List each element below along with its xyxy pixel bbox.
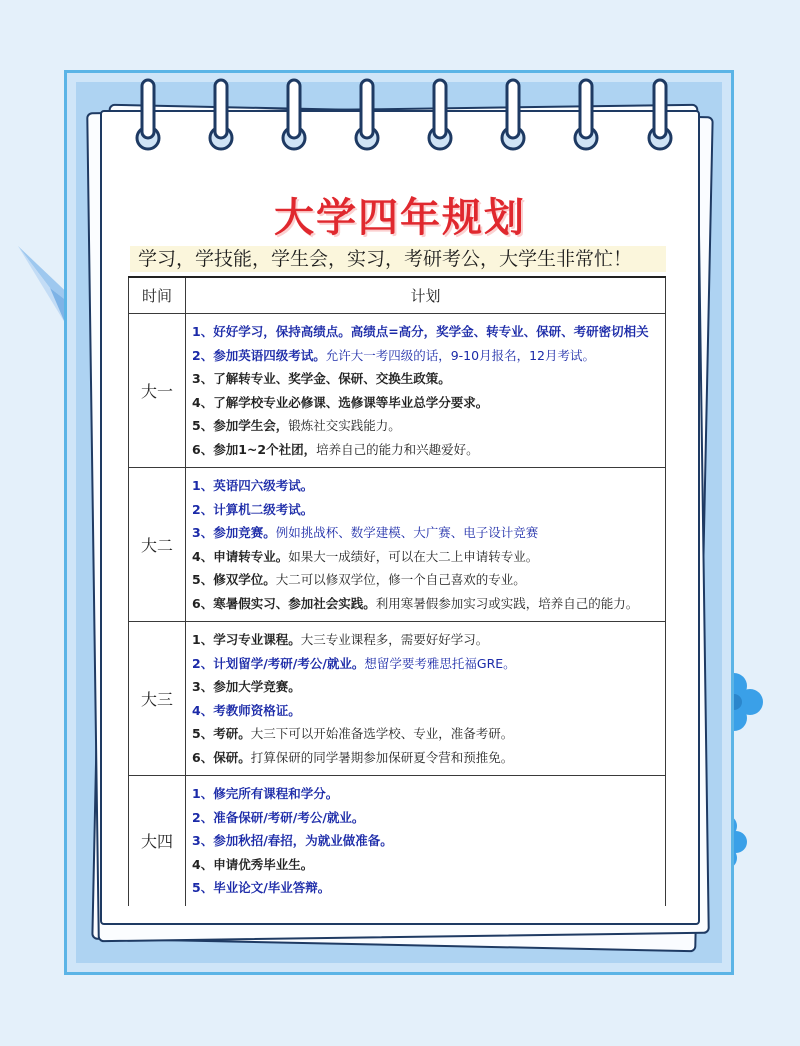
item-heading: 申请优秀毕业生。 bbox=[213, 856, 314, 872]
plan-item bbox=[192, 545, 665, 569]
item-heading: 保研。 bbox=[213, 749, 251, 765]
item-heading: 考教师资格证。 bbox=[213, 702, 301, 718]
table-row bbox=[129, 468, 666, 622]
item-heading: 好好学习，保持高绩点。高绩点=高分，奖学金、转专业、保研、考研密切相关 bbox=[213, 324, 649, 339]
table-body bbox=[129, 314, 666, 906]
item-heading: 计划留学/考研/考公/就业。 bbox=[213, 655, 365, 671]
year-cell: 大三 bbox=[129, 622, 186, 776]
plan-item bbox=[192, 344, 665, 368]
item-number: 6、 bbox=[192, 749, 214, 765]
item-detail: 大三专业课程多，需要好好学习。 bbox=[300, 632, 489, 647]
item-detail: 大三下可以开始准备选学校、专业，准备考研。 bbox=[250, 726, 514, 741]
item-number: 4、 bbox=[192, 856, 214, 872]
item-number: 2、 bbox=[192, 501, 214, 517]
item-heading: 计算机二级考试。 bbox=[213, 501, 314, 517]
plan-item bbox=[192, 829, 665, 853]
plan-item bbox=[192, 474, 665, 498]
year-cell: 大二 bbox=[129, 468, 186, 622]
item-heading: 参加秋招/春招，为就业做准备。 bbox=[213, 833, 393, 848]
item-heading: 学习专业课程。 bbox=[213, 632, 301, 647]
item-heading: 了解转专业、奖学金、保研、交换生政策。 bbox=[213, 371, 451, 386]
item-number: 3、 bbox=[192, 679, 214, 694]
item-detail: 利用寒暑假参加实习或实践，培养自己的能力。 bbox=[375, 595, 639, 611]
item-number: 5、 bbox=[192, 726, 214, 741]
plan-item bbox=[192, 391, 665, 415]
plan-item bbox=[192, 652, 665, 676]
item-heading: 寒暑假实习、参加社会实践。 bbox=[213, 595, 376, 611]
item-detail: 允许大一考四级的话，9-10月报名，12月考试。 bbox=[325, 347, 595, 363]
plan-item bbox=[192, 438, 665, 462]
plan-item bbox=[192, 320, 665, 344]
table-row bbox=[129, 776, 666, 906]
item-detail: 培养自己的能力和兴趣爱好。 bbox=[316, 441, 479, 457]
item-number: 6、 bbox=[192, 595, 214, 611]
item-number: 1、 bbox=[192, 786, 214, 801]
plan-item bbox=[192, 414, 665, 438]
item-detail: 打算保研的同学暑期参加保研夏令营和预推免。 bbox=[250, 749, 514, 765]
plan-cell bbox=[186, 468, 666, 622]
plan-item bbox=[192, 521, 665, 545]
item-heading: 申请转专业。 bbox=[213, 548, 289, 564]
table-row bbox=[129, 314, 666, 468]
item-heading: 参加英语四级考试。 bbox=[213, 347, 326, 363]
item-detail: 如果大一成绩好，可以在大二上申请转专业。 bbox=[288, 548, 539, 564]
item-detail: 想留学要考雅思托福GRE。 bbox=[364, 655, 516, 671]
item-number: 2、 bbox=[192, 347, 214, 363]
plan-cell bbox=[186, 314, 666, 468]
plan-item bbox=[192, 628, 665, 652]
item-number: 6、 bbox=[192, 441, 214, 457]
item-detail: 大二可以修双学位，修一个自己喜欢的专业。 bbox=[275, 572, 526, 587]
item-number: 5、 bbox=[192, 572, 214, 587]
plan-item bbox=[192, 498, 665, 522]
header-time: 时间 bbox=[129, 277, 186, 314]
item-number: 5、 bbox=[192, 880, 214, 895]
item-heading: 修完所有课程和学分。 bbox=[213, 786, 339, 801]
plan-item bbox=[192, 592, 665, 616]
plan-item bbox=[192, 699, 665, 723]
item-number: 4、 bbox=[192, 394, 214, 410]
item-number: 1、 bbox=[192, 324, 214, 339]
plan-item bbox=[192, 675, 665, 699]
page-title: 大学四年规划 bbox=[274, 195, 526, 241]
item-number: 5、 bbox=[192, 418, 214, 433]
item-number: 3、 bbox=[192, 371, 214, 386]
item-number: 1、 bbox=[192, 478, 214, 493]
item-heading: 准备保研/考研/考公/就业。 bbox=[213, 809, 365, 825]
item-heading: 英语四六级考试。 bbox=[213, 478, 314, 493]
item-number: 3、 bbox=[192, 525, 214, 540]
year-cell: 大四 bbox=[129, 776, 186, 906]
table-header-row bbox=[129, 277, 666, 314]
plan-item bbox=[192, 722, 665, 746]
plan-item bbox=[192, 782, 665, 806]
item-number: 3、 bbox=[192, 833, 214, 848]
plan-cell bbox=[186, 622, 666, 776]
year-cell: 大一 bbox=[129, 314, 186, 468]
item-heading: 参加1~2个社团， bbox=[213, 441, 317, 457]
item-heading: 毕业论文/毕业答辩。 bbox=[213, 880, 331, 895]
plan-cell bbox=[186, 776, 666, 906]
item-number: 2、 bbox=[192, 655, 214, 671]
page-subtitle: 学习，学技能，学生会，实习，考研考公，大学生非常忙！ bbox=[130, 246, 666, 272]
header-plan: 计划 bbox=[186, 277, 666, 314]
item-number: 4、 bbox=[192, 702, 214, 718]
item-detail: 例如挑战杯、数学建模、大广赛、电子设计竞赛 bbox=[275, 525, 539, 540]
item-heading: 了解学校专业必修课、选修课等毕业总学分要求。 bbox=[213, 394, 489, 410]
item-number: 1、 bbox=[192, 632, 214, 647]
plan-table bbox=[128, 276, 666, 906]
table-row bbox=[129, 622, 666, 776]
item-heading: 考研。 bbox=[213, 726, 251, 741]
plan-item bbox=[192, 367, 665, 391]
item-heading: 参加学生会， bbox=[213, 418, 289, 433]
item-heading: 修双学位。 bbox=[213, 572, 276, 587]
item-number: 4、 bbox=[192, 548, 214, 564]
plan-item bbox=[192, 853, 665, 877]
plan-item bbox=[192, 746, 665, 770]
item-detail: 锻炼社交实践能力。 bbox=[288, 418, 401, 433]
item-heading: 参加大学竞赛。 bbox=[213, 679, 301, 694]
plan-item bbox=[192, 568, 665, 592]
plan-item bbox=[192, 876, 665, 900]
item-heading: 参加竞赛。 bbox=[213, 525, 276, 540]
item-number: 2、 bbox=[192, 809, 214, 825]
plan-item bbox=[192, 806, 665, 830]
